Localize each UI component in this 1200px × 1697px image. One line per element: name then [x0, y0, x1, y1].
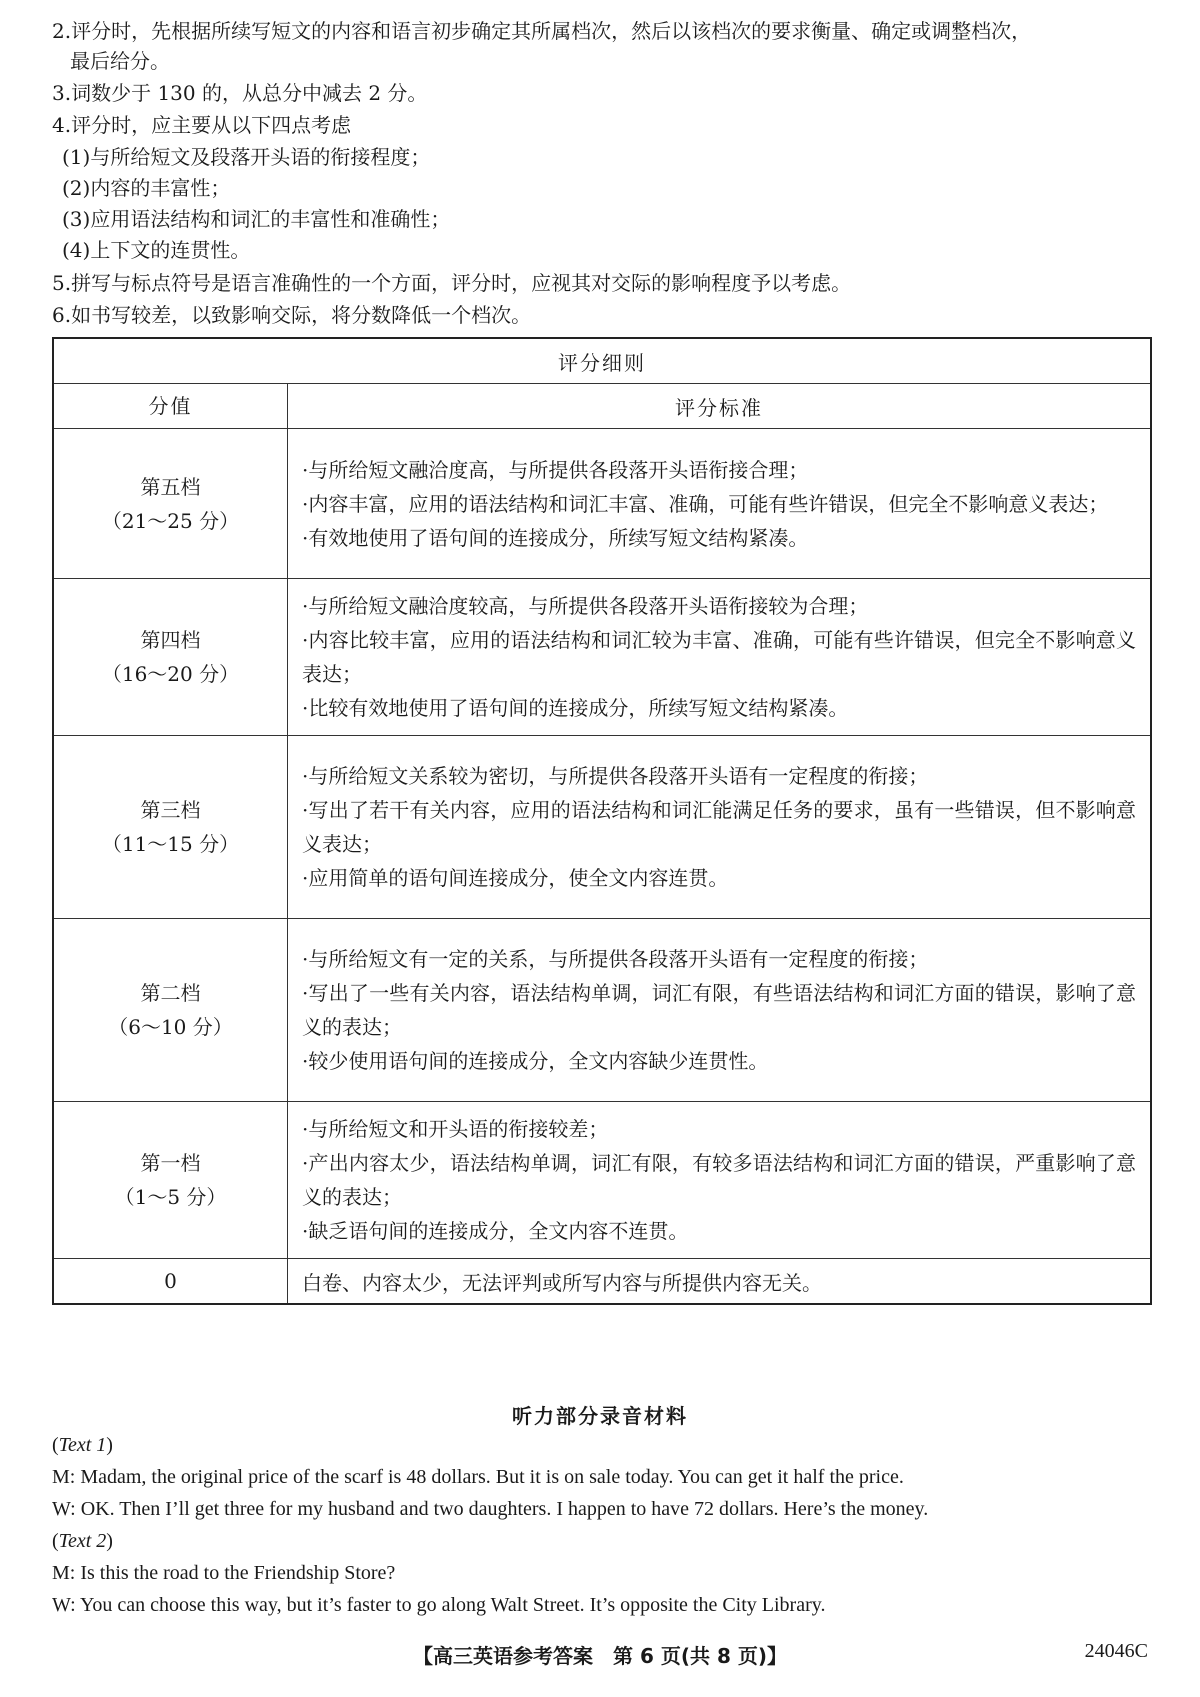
level-range: （21～25 分）	[101, 508, 240, 533]
criteria-item: ·内容比较丰富，应用的语法结构和词汇较为丰富、准确，可能有些许错误，但完全不影响意义表达；	[302, 628, 1136, 686]
text1-man-line: M: Madam, the original price of the scarf is 48 dollars. But it is on sale today. You can get it half the price.	[52, 1466, 904, 1488]
criteria-item: ·内容丰富，应用的语法结构和词汇丰富、准确，可能有些许错误，但完全不影响意义表达；	[302, 491, 1109, 516]
level-name: 第四档	[140, 628, 201, 652]
document-code: 24046C	[1084, 1640, 1148, 1662]
intro-line-3: 3.词数少于 130 的，从总分中减去 2 分。	[52, 81, 428, 105]
level-range: （11～15 分）	[101, 832, 240, 856]
zero-criteria: 白卷、内容太少，无法评判或所写内容与所提供内容无关。	[288, 1259, 1152, 1305]
table-caption: 评分细则	[53, 338, 1151, 384]
intro-line-4: 4.评分时，应主要从以下四点考虑	[52, 113, 352, 137]
table-row	[53, 579, 1151, 736]
table-row	[53, 919, 1151, 1102]
level-range: （6～10 分）	[108, 1015, 233, 1039]
level-cell	[53, 736, 288, 919]
level-cell	[53, 1102, 288, 1259]
text1-label-text: Text 1	[58, 1434, 107, 1456]
criteria-item: ·有效地使用了语句间的连接成分，所续写短文结构紧凑。	[302, 525, 809, 550]
criteria-item: ·应用简单的语句间连接成分，使全文内容连贯。	[302, 866, 729, 890]
level-range: （16～20 分）	[101, 662, 240, 686]
text2-woman-line: W: You can choose this way, but it’s faster to go along Walt Street. It’s opposite the City Library.	[52, 1594, 826, 1616]
criteria-item: ·较少使用语句间的连接成分，全文内容缺少连贯性。	[302, 1049, 769, 1073]
intro-line-2: 2.评分时，先根据所续写短文的内容和语言初步确定其所属档次，然后以该档次的要求衡量、确定或调整档次，	[52, 19, 1032, 43]
level-name: 第五档	[140, 474, 201, 499]
level-name: 第三档	[140, 798, 201, 822]
criteria-cell	[288, 736, 1152, 919]
criterion-4: (4)上下文的连贯性。	[62, 238, 251, 262]
table-row-zero	[53, 1259, 1151, 1305]
level-name: 第二档	[140, 981, 201, 1005]
criteria-cell	[288, 919, 1152, 1102]
level-cell	[53, 579, 288, 736]
criterion-1: (1)与所给短文及段落开头语的衔接程度；	[62, 145, 431, 169]
table-row	[53, 429, 1151, 579]
criteria-item: ·产出内容太少，语法结构单调，词汇有限，有较多语法结构和词汇方面的错误，严重影响了意义的表达；	[302, 1151, 1136, 1209]
criteria-item: ·与所给短文和开头语的衔接较差；	[302, 1117, 609, 1141]
intro-line-5: 5.拼写与标点符号是语言准确性的一个方面，评分时，应视其对交际的影响程度予以考虑。	[52, 271, 852, 295]
listening-section-title: 听力部分录音材料	[512, 1404, 688, 1428]
intro-line-2-cont: 最后给分。	[70, 49, 170, 73]
criteria-cell	[288, 1102, 1152, 1259]
criteria-item: ·与所给短文关系较为密切，与所提供各段落开头语有一定程度的衔接；	[302, 764, 929, 788]
criteria-item: ·缺乏语句间的连接成分，全文内容不连贯。	[302, 1219, 689, 1243]
text1-woman-line: W: OK. Then I’ll get three for my husband and two daughters. I happen to have 72 dollars. Here’s the money.	[52, 1498, 929, 1520]
criteria-item: ·与所给短文融洽度高，与所提供各段落开头语衔接合理；	[302, 457, 809, 482]
level-range: （1～5 分）	[114, 1185, 227, 1209]
text2-man-line: M: Is this the road to the Friendship Store?	[52, 1562, 396, 1584]
level-cell	[53, 919, 288, 1102]
table-row	[53, 736, 1151, 919]
criteria-item: ·与所给短文融洽度较高，与所提供各段落开头语衔接较为合理；	[302, 594, 869, 618]
scoring-rubric-table	[52, 337, 1152, 1305]
criteria-item: ·与所给短文有一定的关系，与所提供各段落开头语有一定程度的衔接；	[302, 947, 929, 971]
criterion-2: (2)内容的丰富性；	[62, 176, 231, 200]
text1-label: (Text 1)	[52, 1434, 113, 1456]
criteria-item: ·写出了若干有关内容，应用的语法结构和词汇能满足任务的要求，虽有一些错误，但不影响意义表达；	[302, 798, 1136, 856]
table-row	[53, 1102, 1151, 1259]
criterion-3: (3)应用语法结构和词汇的丰富性和准确性；	[62, 207, 451, 231]
column-header-criteria: 评分标准	[288, 384, 1152, 429]
zero-score: 0	[53, 1259, 288, 1305]
intro-line-6: 6.如书写较差，以致影响交际，将分数降低一个档次。	[52, 303, 532, 327]
text2-label-text: Text 2	[58, 1530, 107, 1552]
page-footer: 【高三英语参考答案 第 6 页(共 8 页)】	[413, 1644, 787, 1668]
criteria-cell	[288, 429, 1152, 579]
text2-label: (Text 2)	[52, 1530, 113, 1552]
level-name: 第一档	[140, 1151, 201, 1175]
criteria-item: ·写出了一些有关内容，语法结构单调，词汇有限，有些语法结构和词汇方面的错误，影响了意义的表达；	[302, 981, 1136, 1039]
level-cell	[53, 429, 288, 579]
criteria-cell	[288, 579, 1152, 736]
column-header-score: 分值	[53, 384, 288, 429]
criteria-item: ·比较有效地使用了语句间的连接成分，所续写短文结构紧凑。	[302, 696, 849, 720]
